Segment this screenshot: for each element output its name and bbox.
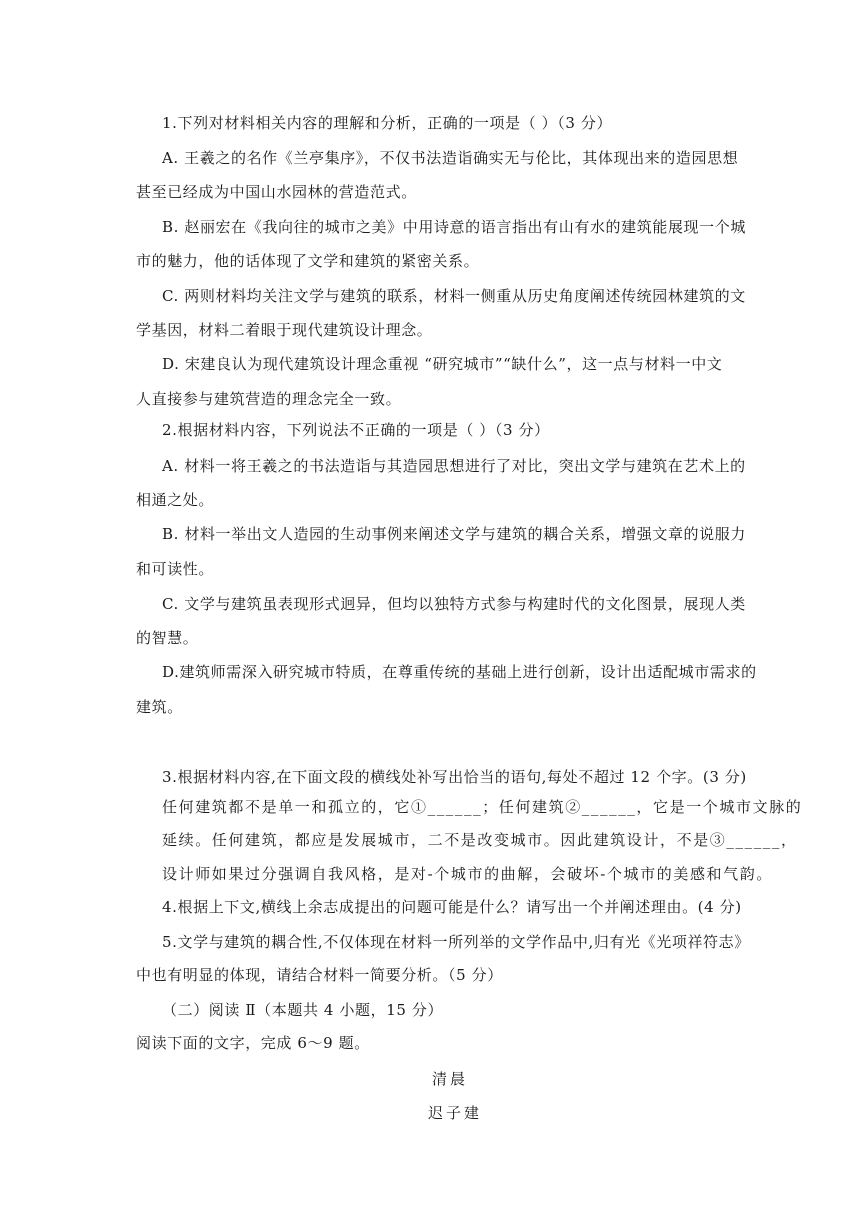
question-2-option-d-line-1: D.建筑师需深入研究城市特质，在尊重传统的基础上进行创新，设计出适配城市需求的 bbox=[162, 663, 757, 681]
question-2-stem: 2.根据材料内容，下列说法不正确的一项是（ ）（3 分） bbox=[162, 421, 550, 439]
section-heading: （二）阅读 Ⅱ（本题共 4 小题，15 分） bbox=[162, 1001, 444, 1019]
passage-title: 清晨 bbox=[432, 1070, 469, 1088]
question-3-passage-line-1: 任何建筑都不是单一和孤立的，它①______；任何建筑②______，它是一个城市文脉的 bbox=[162, 798, 803, 816]
question-2-option-c-line-1: C. 文学与建筑虽表现形式迥异，但均以独特方式参与构建时代的文化图景，展现人类 bbox=[162, 595, 746, 613]
question-1-option-b-line-1: B. 赵丽宏在《我向往的城市之美》中用诗意的语言指出有山有水的建筑能展现一个城 bbox=[162, 218, 746, 236]
question-1-option-b-line-2: 市的魅力，他的话体现了文学和建筑的紧密关系。 bbox=[136, 252, 480, 270]
question-3-passage-line-3: 设计师如果过分强调自我风格，是对-个城市的曲解，会破坏-个城市的美感和气韵。 bbox=[162, 865, 773, 883]
question-5-stem-line-2: 中也有明显的体现，请结合材料一简要分析。（5 分） bbox=[136, 966, 503, 984]
question-3-stem: 3.根据材料内容,在下面文段的横线处补写出恰当的语句,每处不超过 12 个字。(3 分) bbox=[162, 768, 747, 786]
question-1-stem: 1.下列对材料相关内容的理解和分析，正确的一项是（ ）（3 分） bbox=[162, 114, 613, 132]
question-1-option-c-line-2: 学基因，材料二着眼于现代建筑设计理念。 bbox=[136, 321, 433, 339]
question-2-option-a-line-1: A. 材料一将王羲之的书法造诣与其造园思想进行了对比，突出文学与建筑在艺术上的 bbox=[162, 457, 746, 475]
question-2-option-a-line-2: 相通之处。 bbox=[136, 491, 215, 509]
question-2-option-c-line-2: 的智慧。 bbox=[136, 629, 199, 647]
question-1-option-d-line-2: 人直接参与建筑营造的理念完全一致。 bbox=[136, 390, 402, 408]
question-5-stem-line-1: 5.文学与建筑的耦合性,不仅体现在材料一所列举的文学作品中,归有光《光项祥符志》 bbox=[162, 933, 750, 951]
question-4-stem: 4.根据上下文,横线上余志成提出的问题可能是什么？请写出一个并阐述理由。(4 分) bbox=[162, 898, 742, 916]
question-2-option-b-line-1: B. 材料一举出文人造园的生动事例来阐述文学与建筑的耦合关系，增强文章的说服力 bbox=[162, 525, 746, 543]
question-1-option-d-line-1: D. 宋建良认为现代建筑设计理念重视 “研究城市”“缺什么”，这一点与材料一中文 bbox=[162, 355, 723, 373]
question-1-option-c-line-1: C. 两则材料均关注文学与建筑的联系，材料一侧重从历史角度阐述传统园林建筑的文 bbox=[162, 287, 746, 305]
question-1-option-a-line-2: 甚至已经成为中国山水园林的营造范式。 bbox=[136, 183, 417, 201]
question-1-option-a-line-1: A. 王羲之的名作《兰亭集序》，不仅书法造诣确实无与伦比，其体现出来的造园思想 bbox=[162, 149, 739, 167]
question-2-option-b-line-2: 和可读性。 bbox=[136, 560, 215, 578]
question-3-passage-line-2: 延续。任何建筑，都应是发展城市，二不是改变城市。因此建筑设计，不是③______， bbox=[162, 831, 798, 849]
question-2-option-d-line-2: 建筑。 bbox=[136, 698, 183, 716]
passage-author: 迟子建 bbox=[428, 1104, 483, 1122]
reading-instruction: 阅读下面的文字，完成 6～9 题。 bbox=[136, 1034, 370, 1052]
